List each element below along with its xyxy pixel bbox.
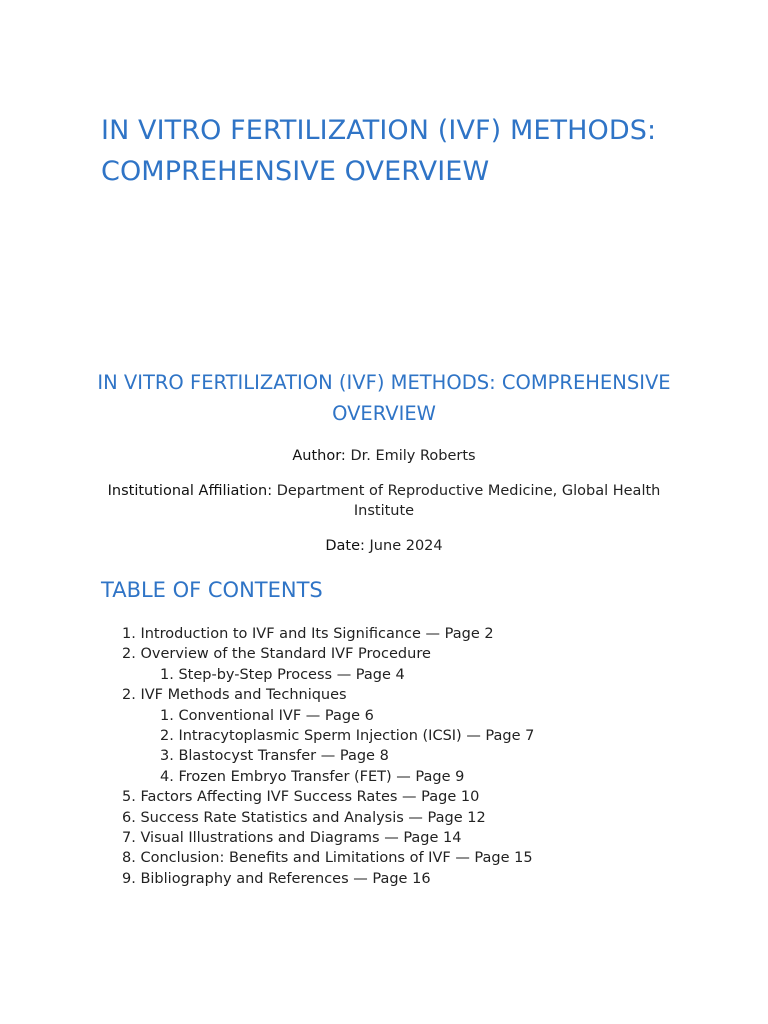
toc-heading: TABLE OF CONTENTS xyxy=(101,578,323,602)
toc-item-text: Introduction to IVF and Its Significance — Page 2 xyxy=(140,626,494,642)
date-line xyxy=(90,536,678,556)
author-name: Dr. Emily Roberts xyxy=(350,448,476,464)
toc-item-text: Conventional IVF — Page 6 xyxy=(178,707,374,724)
date-value: June 2024 xyxy=(369,538,443,554)
affiliation-line xyxy=(90,481,678,521)
toc-item xyxy=(0,828,768,848)
toc-item-number: 1. xyxy=(160,707,174,724)
toc-subitem xyxy=(0,767,768,787)
toc-item-number: 1. xyxy=(160,666,174,683)
toc-item-text: Visual Illustrations and Diagrams — Page 14 xyxy=(140,830,462,847)
toc-subitem xyxy=(0,706,768,726)
toc-item xyxy=(0,685,768,705)
document-title: IN VITRO FERTILIZATION (IVF) METHODS: COMPREHENSIVE OVERVIEW xyxy=(101,115,657,187)
author-label: Author: xyxy=(292,448,346,464)
toc-item-number: 2. xyxy=(122,687,136,704)
toc-subitem xyxy=(0,726,768,746)
toc-item-text: Factors Affecting IVF Success Rates — Page 10 xyxy=(140,789,480,806)
toc-item xyxy=(0,624,768,644)
toc-item-number: 1. xyxy=(122,626,136,642)
affiliation-label: Institutional Affiliation: xyxy=(107,483,273,499)
toc-item-text: Step-by-Step Process — Page 4 xyxy=(178,666,405,683)
toc-subitem xyxy=(0,746,768,766)
toc-item-number: 8. xyxy=(122,850,136,867)
toc-item-number: 6. xyxy=(122,809,136,826)
toc-item xyxy=(0,808,768,828)
date-label: Date: xyxy=(325,538,365,554)
toc-item-text: Blastocyst Transfer — Page 8 xyxy=(178,748,389,765)
toc-item xyxy=(0,869,768,889)
toc-subitem xyxy=(0,665,768,685)
toc-item-text: IVF Methods and Techniques xyxy=(140,687,347,704)
toc-item-text: Overview of the Standard IVF Procedure xyxy=(140,646,431,663)
toc-item-text: Success Rate Statistics and Analysis — Page 12 xyxy=(140,809,486,826)
toc-item xyxy=(0,787,768,807)
toc-item-number: 3. xyxy=(160,748,174,765)
toc-item-number: 5. xyxy=(122,789,136,806)
table-of-contents xyxy=(0,624,768,889)
toc-item-number: 7. xyxy=(122,830,136,847)
author-line xyxy=(90,446,678,466)
toc-item-number: 4. xyxy=(160,768,174,785)
toc-item xyxy=(0,644,768,664)
toc-item-number: 2. xyxy=(160,728,174,745)
cover-title: IN VITRO FERTILIZATION (IVF) METHODS: COMPREHENSIVE OVERVIEW xyxy=(97,371,671,425)
toc-item-text: Bibliography and References — Page 16 xyxy=(140,870,431,887)
affiliation-value: Department of Reproductive Medicine, Global Health Institute xyxy=(276,483,661,519)
toc-item-text: Frozen Embryo Transfer (FET) — Page 9 xyxy=(178,768,465,785)
toc-item-text: Conclusion: Benefits and Limitations of IVF — Page 15 xyxy=(140,850,533,867)
toc-item-text: Intracytoplasmic Sperm Injection (ICSI) — Page 7 xyxy=(178,728,535,745)
toc-item-number: 2. xyxy=(122,646,136,663)
toc-item-number: 9. xyxy=(122,870,136,887)
toc-item xyxy=(0,848,768,868)
